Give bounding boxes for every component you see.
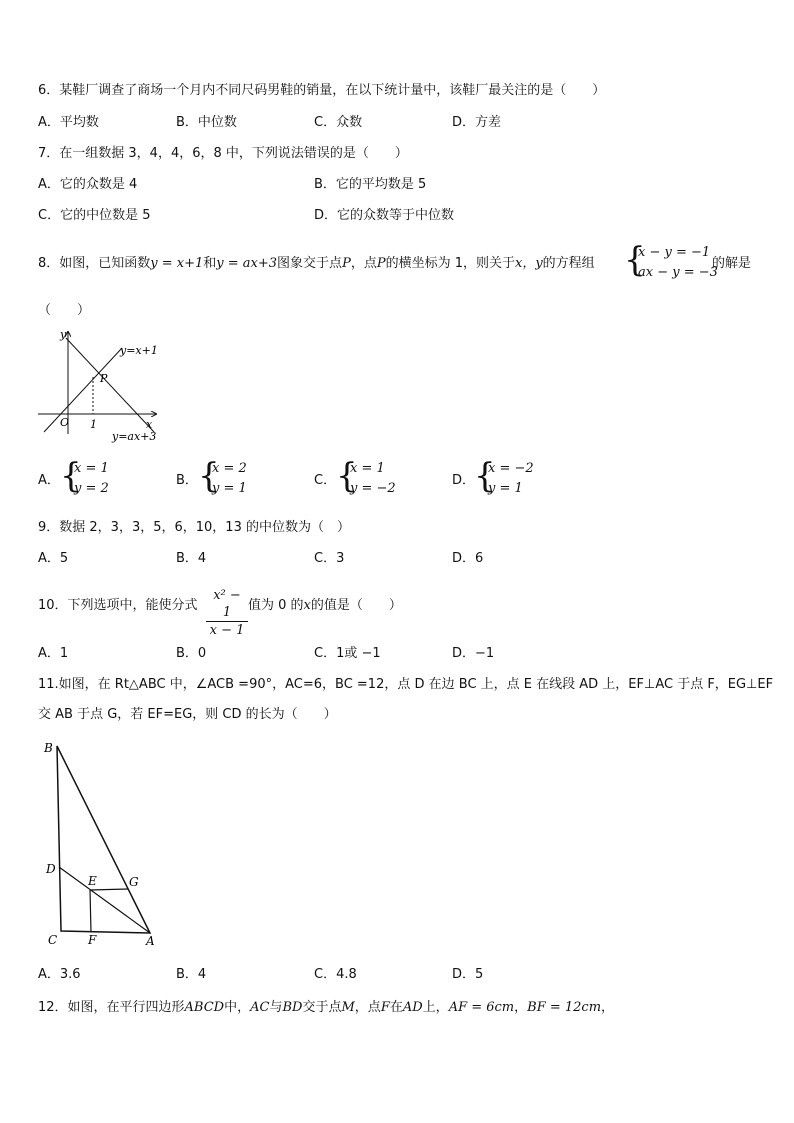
- q9-option-a: A．5: [38, 551, 69, 566]
- label-c: C: [48, 933, 58, 947]
- q12-af: AF = 6cm: [448, 1000, 515, 1015]
- brace-icon: {: [336, 456, 358, 496]
- q8-option-b-label: B．: [176, 473, 198, 488]
- q8-option-d-label: D．: [452, 473, 476, 488]
- q8-text-2: 和: [203, 256, 217, 271]
- q6-option-d: D．方差: [452, 115, 502, 130]
- q10-fraction-numerator: x² − 1: [206, 587, 248, 622]
- q8-option-d-line-2: y = 1: [488, 481, 523, 496]
- q10-fraction-denominator: x − 1: [209, 623, 245, 638]
- q10-text-1: 10．下列选项中，能使分式: [38, 598, 198, 613]
- q8-function-1: y = x+1: [150, 256, 204, 271]
- q8-equation-system: [624, 240, 718, 285]
- q12-ad: AD: [402, 1000, 423, 1015]
- q10-text-3: 的值是（ ）: [310, 598, 402, 613]
- q8-option-b-line-1: x = 2: [212, 461, 247, 476]
- q7-stem: 7．在一组数据 3，4，4，6，8 中，下列说法错误的是（ ）: [38, 146, 408, 161]
- q11-option-c: C．4.8: [314, 967, 357, 982]
- q9-option-b: B．4: [176, 551, 207, 566]
- q10-variable-x: x: [303, 598, 311, 613]
- q8-answer-paren: （ ）: [38, 303, 91, 318]
- q8-function-2: y = ax+3: [216, 256, 278, 271]
- brace-icon: {: [198, 456, 220, 496]
- q8-point-p: P: [342, 256, 351, 271]
- q12-text-3: 与: [269, 1000, 283, 1015]
- brace-icon: {: [474, 456, 496, 496]
- q11-option-a: A．3.6: [38, 967, 81, 982]
- brace-icon: {: [624, 240, 646, 280]
- q12-f: F: [380, 1000, 390, 1015]
- label-e: E: [88, 874, 97, 888]
- q8-stem: [38, 255, 595, 273]
- q10-text-2a: 值为 0 的: [248, 598, 304, 613]
- label-f: F: [88, 933, 97, 947]
- q12-sep: ，: [514, 1000, 528, 1015]
- q11-stem-line-1: 11.如图，在 Rt△ABC 中，∠ACB =90°，AC=6，BC =12，点 D 在边 BC 上，点 E 在线段 AD 上，EF⊥AC 于点 F，EG⊥EF: [38, 677, 774, 692]
- q8-system-line-2: ax − y = −3: [638, 265, 718, 280]
- q8-option-a-line-2: y = 2: [74, 481, 109, 496]
- label-g: G: [129, 875, 139, 889]
- q8-option-c-label: C．: [314, 473, 337, 488]
- q7-option-c: C．它的中位数是 5: [38, 208, 151, 223]
- brace-icon: {: [60, 456, 82, 496]
- triangle-abc: [57, 746, 150, 933]
- q12-ac: AC: [250, 1000, 270, 1015]
- q7-option-b: B．它的平均数是 5: [314, 177, 427, 192]
- q10-fraction: [206, 587, 248, 639]
- label-b: B: [44, 741, 53, 755]
- q8-option-b-line-2: y = 1: [212, 481, 247, 496]
- q10-option-a: A．1: [38, 646, 69, 661]
- q12-text-1: 12．如图，在平行四边形: [38, 1000, 185, 1015]
- line-1-label: y=x+1: [120, 344, 158, 357]
- q6-option-c: C．众数: [314, 115, 363, 130]
- q12-abcd: ABCD: [184, 1000, 225, 1015]
- q8-option-a-label: A．: [38, 473, 60, 488]
- q10-option-b: B．0: [176, 646, 207, 661]
- q8-text-4: ，点: [350, 256, 377, 271]
- q9-option-d: D．6: [452, 551, 484, 566]
- q11-option-b: B．4: [176, 967, 207, 982]
- q8-graph-figure: [36, 326, 166, 446]
- label-a: A: [146, 934, 155, 948]
- q8-tail: 的解是: [712, 256, 752, 271]
- x-axis-label: x: [146, 418, 153, 431]
- q12-text-2: 中，: [224, 1000, 251, 1015]
- label-d: D: [46, 862, 56, 876]
- q10-option-d: D．−1: [452, 646, 495, 661]
- q8-option-b-system: [198, 456, 268, 501]
- line-2-label: y=ax+3: [112, 430, 157, 443]
- q11-triangle-figure: [40, 736, 170, 950]
- tick-label-1: 1: [90, 418, 97, 431]
- segment-eg: [90, 889, 128, 890]
- q8-text-5: 的横坐标为 1，则关于: [385, 256, 515, 271]
- q8-text-3: 图象交于点: [277, 256, 343, 271]
- q12-bd: BD: [282, 1000, 303, 1015]
- q12-end: ，: [601, 1000, 615, 1015]
- q8-point-p-2: P: [376, 256, 386, 271]
- y-axis-label: y: [60, 328, 67, 341]
- q6-stem: 6．某鞋厂调查了商场一个月内不同尺码男鞋的销量，在以下统计量中，该鞋厂最关注的是（ ）: [38, 83, 606, 98]
- q12-m: M: [341, 1000, 355, 1015]
- q10-text-2: [248, 597, 402, 615]
- point-p-label: P: [100, 372, 108, 385]
- segment-ef: [90, 890, 91, 932]
- q8-text-1: 8．如图，已知函数: [38, 256, 151, 271]
- q8-system-line-1: x − y = −1: [638, 245, 711, 260]
- q12-text-5: ，点: [354, 1000, 381, 1015]
- q8-option-d-line-1: x = −2: [488, 461, 534, 476]
- q11-option-d: D．5: [452, 967, 484, 982]
- q7-option-d: D．它的众数等于中位数: [314, 208, 455, 223]
- q8-option-a-line-1: x = 1: [74, 461, 109, 476]
- q12-stem: [38, 999, 614, 1017]
- q12-bf: BF = 12cm: [527, 1000, 602, 1015]
- line-y-x-plus-1: [44, 348, 122, 432]
- q12-text-6: 在: [389, 1000, 403, 1015]
- q9-stem: 9．数据 2，3，3，5，6，10，13 的中位数为（ ）: [38, 520, 350, 535]
- origin-label: O: [60, 416, 70, 429]
- q10-option-c: C．1或 −1: [314, 646, 381, 661]
- q8-xy: x，y: [514, 256, 543, 271]
- q8-option-c-system: [336, 456, 416, 501]
- q8-option-a-system: [60, 456, 130, 501]
- q6-option-a: A．平均数: [38, 115, 99, 130]
- q8-option-c-line-2: y = −2: [350, 481, 396, 496]
- q9-option-c: C．3: [314, 551, 345, 566]
- q12-text-7: 上，: [422, 1000, 449, 1015]
- q11-stem-line-2: 交 AB 于点 G，若 EF=EG，则 CD 的长为（ ）: [38, 707, 337, 722]
- q7-option-a: A．它的众数是 4: [38, 177, 138, 192]
- q12-text-4: 交于点: [302, 1000, 342, 1015]
- q6-option-b: B．中位数: [176, 115, 237, 130]
- q8-option-d-system: [474, 456, 554, 501]
- q8-text-6: 的方程组: [542, 256, 595, 271]
- q8-option-c-line-1: x = 1: [350, 461, 385, 476]
